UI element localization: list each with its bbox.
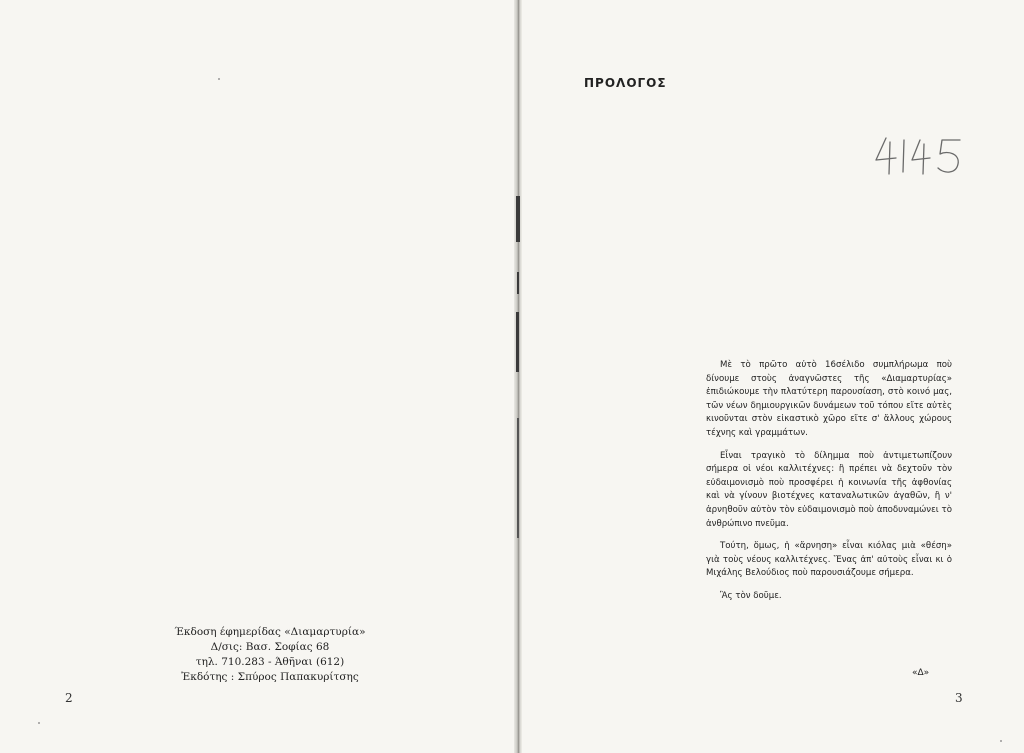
paper-speck xyxy=(38,722,40,724)
imprint-line-phone: τηλ. 710.283 - Άθῆναι (612) xyxy=(195,656,345,668)
paper-speck xyxy=(1000,740,1002,742)
gutter-binding-mark xyxy=(517,418,519,538)
prologue-text xyxy=(706,359,952,613)
gutter-binding-mark xyxy=(516,196,520,242)
paper-speck xyxy=(218,78,220,80)
imprint-line-publisher: Ἐκδότης : Σπύρος Παπακυρίτσης xyxy=(181,671,359,683)
imprint-block xyxy=(150,625,390,685)
gutter-binding-mark xyxy=(517,272,519,294)
book-gutter xyxy=(514,0,522,753)
prologue-paragraph: Τούτη, ὅμως, ἡ «ἄρνηση» εἶναι κιόλας μιὰ «θέση» γιὰ τοὺς νέους καλλιτέχνες. Ἕνας ἀπ' αὐτοὺς εἶναι κι ὁ Μιχάλης Βελούδιος ποὺ παρουσιάζουμε σήμερα. xyxy=(706,541,952,579)
page-number-left: 2 xyxy=(65,691,73,705)
imprint-line-address: Δ/σις: Βασ. Σοφίας 68 xyxy=(210,641,330,653)
page-number-right: 3 xyxy=(955,691,963,705)
prologue-paragraph: Ἂς τὸν δοῦμε. xyxy=(720,590,782,601)
prologue-paragraph: Εἶναι τραγικὸ τὸ δίλημμα ποὺ ἀντιμετωπίζουν σήμερα οἱ νέοι καλλιτέχνες: ἢ πρέπει νὰ δεχτοῦν τὸν εὐδαιμονισμὸ ποὺ προσφέρει ἡ κοινωνία τῆς ἀφθονίας καὶ νὰ γίνουν βιοτέχνες καταναλωτικῶν ἀγαθῶν, ἢ ν' ἀρνηθοῦν αὐτὸν τὸν εὐδαιμονισμὸ ποὺ ἀποδυναμώνει τὸ ἀνθρώπινο πνεῦμα. xyxy=(706,450,952,529)
imprint-line-publication: Έκδοση έφημερίδας «Διαμαρτυρία» xyxy=(174,626,366,638)
prologue-paragraph: Μὲ τὸ πρῶτο αὐτὸ 16σέλιδο συμπλήρωμα ποὺ δίνουμε στοὺς ἀναγνῶστες τῆς «Διαμαρτυρίας» ἐπιδιώκουμε τὴν πλατύτερη παρουσίαση, στὸ κοινό μας, τῶν νέων δημιουργικῶν δυνάμεων τοῦ τόπου εἴτε αὐτὲς κινοῦνται στὸν εἰκαστικὸ χῶρο εἴτε σ' ἄλλους χώρους τέχνης καὶ γραμμάτων. xyxy=(706,360,952,438)
handwritten-number-note xyxy=(872,128,968,184)
signature: «Δ» xyxy=(912,668,930,678)
gutter-binding-mark xyxy=(516,312,519,372)
prologue-title: ΠΡΟΛΟΓΟΣ xyxy=(584,76,667,90)
